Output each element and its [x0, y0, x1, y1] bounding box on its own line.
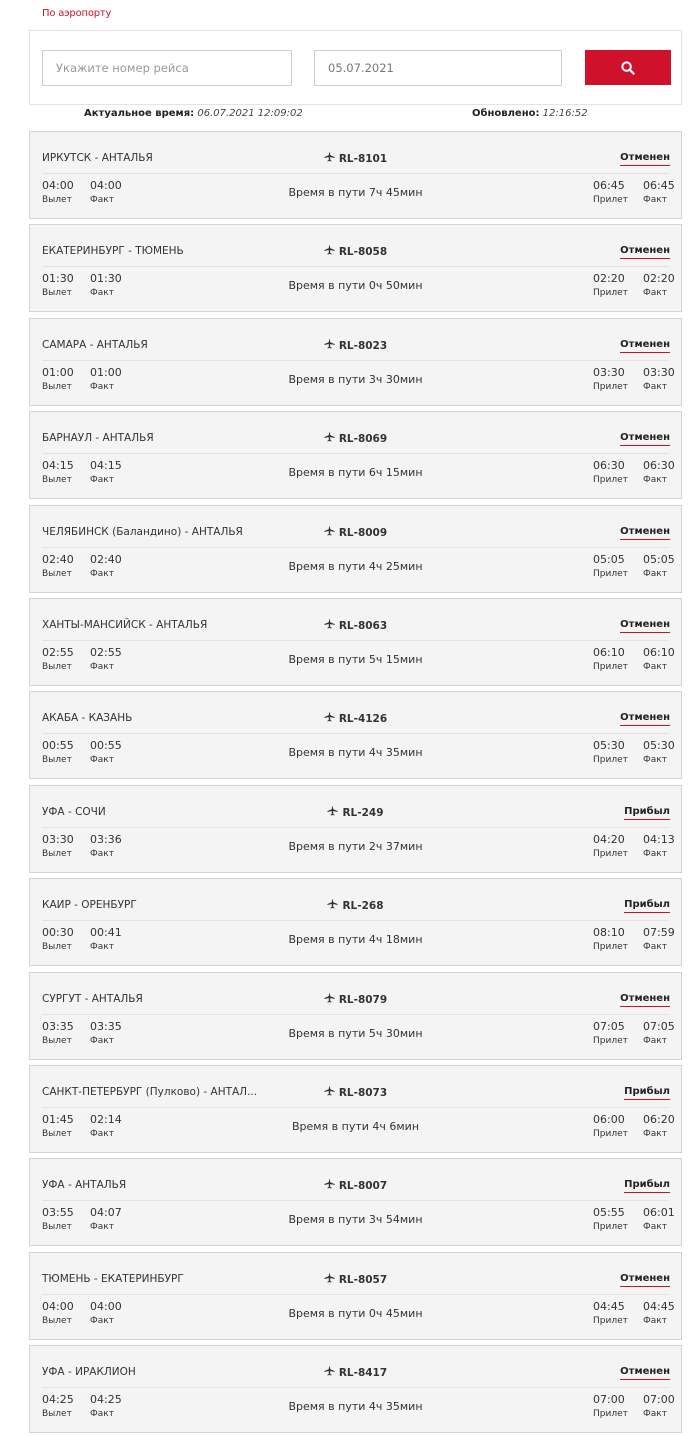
- divider: [42, 1200, 669, 1201]
- flight-number-value: RL-249: [342, 806, 384, 819]
- divider: [42, 266, 669, 267]
- departure-fact-label: Факт: [90, 288, 114, 299]
- departure-time: 01:45: [42, 1112, 74, 1126]
- search-button[interactable]: [585, 50, 671, 85]
- flight-status[interactable]: Отменен: [620, 993, 670, 1007]
- departure-fact-label: Факт: [90, 1315, 114, 1326]
- arrival-fact-time: 06:01: [643, 1206, 675, 1220]
- flight-route: ИРКУТСК - АНТАЛЬЯ: [42, 152, 153, 164]
- arrival-time: 04:20: [593, 832, 625, 846]
- arrival-time: 07:00: [593, 1393, 625, 1407]
- plane-icon: [324, 1274, 335, 1286]
- arrival-time: 05:55: [593, 1206, 625, 1220]
- departure-label: Вылет: [42, 381, 72, 392]
- flight-card[interactable]: [29, 1158, 682, 1246]
- divider: [42, 1014, 669, 1015]
- departure-time: 04:15: [42, 459, 74, 473]
- flight-card[interactable]: [29, 785, 682, 873]
- flight-number: [30, 711, 681, 725]
- departure-fact-label: Факт: [90, 848, 114, 859]
- arrival-fact-label: Факт: [643, 661, 667, 672]
- arrival-fact-label: Факт: [643, 1315, 667, 1326]
- actual-time-label: Актуальное время:: [84, 108, 195, 119]
- arrival-fact-label: Факт: [643, 1409, 667, 1420]
- departure-label: Вылет: [42, 568, 72, 579]
- flight-number: [30, 898, 681, 912]
- flight-duration: Время в пути 0ч 45мин: [288, 1306, 423, 1320]
- flight-status[interactable]: Отменен: [620, 1366, 670, 1380]
- departure-fact-label: Факт: [90, 661, 114, 672]
- flight-duration: Время в пути 5ч 30мин: [288, 1026, 423, 1040]
- departure-time: 04:00: [42, 1299, 74, 1313]
- flight-duration: Время в пути 4ч 6мин: [291, 1119, 420, 1133]
- departure-fact-time: 02:14: [90, 1112, 122, 1126]
- arrival-time: 02:20: [593, 272, 625, 286]
- flight-number-value: RL-8417: [338, 1367, 388, 1380]
- arrival-fact-label: Факт: [643, 1128, 667, 1139]
- departure-time: 03:55: [42, 1206, 74, 1220]
- arrival-time: 06:10: [593, 645, 625, 659]
- arrival-label: Прилет: [593, 195, 628, 205]
- flight-route: ХАНТЫ-МАНСИЙСК - АНТАЛЬЯ: [42, 618, 208, 631]
- flight-number-value: RL-8007: [338, 1180, 388, 1193]
- plane-icon: [324, 994, 335, 1006]
- arrival-time: 04:45: [593, 1299, 625, 1313]
- flight-number: [30, 1178, 681, 1192]
- flight-status[interactable]: Прибыл: [624, 1179, 670, 1193]
- departure-time: 02:40: [42, 552, 74, 566]
- departure-time: 04:25: [42, 1393, 74, 1407]
- flight-route: САНКТ-ПЕТЕРБУРГ (Пулково) - АНТАЛ...: [42, 1085, 258, 1098]
- departure-time: 01:30: [42, 272, 74, 286]
- flight-card[interactable]: [29, 1065, 682, 1153]
- flight-route: УФА - ИРАКЛИОН: [42, 1366, 136, 1379]
- departure-fact-time: 02:55: [90, 645, 122, 659]
- flight-number-value: RL-8101: [338, 153, 388, 165]
- departure-time: 03:35: [42, 1019, 74, 1033]
- arrival-label: Прилет: [593, 288, 628, 299]
- departure-time: 02:55: [42, 645, 74, 659]
- arrival-time: 06:45: [593, 179, 625, 192]
- flight-card[interactable]: [29, 972, 682, 1060]
- arrival-label: Прилет: [593, 755, 628, 766]
- arrival-fact-label: Факт: [643, 568, 667, 579]
- plane-icon: [324, 340, 335, 352]
- departure-fact-label: Факт: [90, 1409, 114, 1420]
- flight-status[interactable]: Отменен: [620, 526, 670, 540]
- departure-time: 01:00: [42, 365, 74, 379]
- arrival-fact-time: 06:20: [643, 1112, 675, 1126]
- flight-duration: Время в пути 4ч 35мин: [288, 1400, 423, 1414]
- arrival-fact-time: 07:05: [643, 1019, 675, 1033]
- updated-time-value: 12:16:52: [542, 108, 588, 119]
- flight-number-value: RL-8009: [338, 526, 388, 539]
- departure-fact-time: 04:00: [90, 1299, 122, 1313]
- flight-duration: Время в пути 3ч 54мин: [288, 1213, 423, 1227]
- departure-fact-time: 03:35: [90, 1019, 122, 1033]
- departure-fact-label: Факт: [90, 1222, 114, 1233]
- flight-duration: Время в пути 6ч 15мин: [288, 466, 423, 480]
- arrival-fact-time: 04:45: [643, 1299, 675, 1313]
- flight-number: [30, 1365, 681, 1379]
- departure-fact-time: 02:40: [90, 552, 122, 566]
- actual-time: [84, 108, 303, 119]
- flight-number: [30, 618, 681, 632]
- updated-time: [472, 108, 588, 119]
- flight-number-value: RL-8063: [338, 619, 388, 632]
- departure-fact-time: 01:30: [90, 272, 122, 286]
- divider: [42, 173, 669, 174]
- flight-card[interactable]: [29, 224, 682, 312]
- flight-number-value: RL-8073: [338, 1086, 388, 1099]
- arrival-fact-time: 07:00: [643, 1393, 675, 1407]
- flight-status[interactable]: Прибыл: [624, 899, 670, 913]
- flight-number: [30, 338, 681, 352]
- plane-icon: [324, 620, 335, 632]
- flight-card[interactable]: [29, 1252, 682, 1340]
- flight-route: ЕКАТЕРИНБУРГ - ТЮМЕНЬ: [42, 245, 184, 258]
- flight-card[interactable]: [29, 318, 682, 406]
- flight-number: [30, 805, 681, 819]
- search-panel: [29, 30, 682, 105]
- flight-status[interactable]: Прибыл: [624, 1086, 670, 1100]
- arrival-fact-time: 05:30: [643, 739, 675, 753]
- divider: [42, 827, 669, 828]
- flight-status[interactable]: Отменен: [620, 339, 670, 353]
- flight-route: АКАБА - КАЗАНЬ: [42, 712, 133, 725]
- arrival-time: 06:00: [593, 1112, 625, 1126]
- departure-label: Вылет: [42, 848, 72, 859]
- flight-route: ЧЕЛЯБИНСК (Баландино) - АНТАЛЬЯ: [42, 525, 243, 538]
- departure-label: Вылет: [42, 1222, 72, 1233]
- divider: [42, 733, 669, 734]
- flight-route: КАИР - ОРЕНБУРГ: [42, 899, 137, 912]
- arrival-fact-time: 05:05: [643, 552, 675, 566]
- flight-route: УФА - СОЧИ: [42, 805, 106, 818]
- flight-card[interactable]: [29, 878, 682, 966]
- flight-number-value: RL-8057: [338, 1273, 388, 1286]
- arrival-fact-label: Факт: [643, 195, 667, 205]
- arrival-fact-label: Факт: [643, 475, 667, 486]
- flight-route: СУРГУТ - АНТАЛЬЯ: [42, 992, 143, 1005]
- arrival-fact-time: 07:59: [643, 926, 675, 940]
- flight-duration: Время в пути 4ч 18мин: [288, 933, 423, 947]
- arrival-label: Прилет: [593, 568, 628, 579]
- arrival-label: Прилет: [593, 1222, 628, 1233]
- flight-status[interactable]: Прибыл: [624, 806, 670, 820]
- divider: [42, 920, 669, 921]
- flight-card[interactable]: [29, 411, 682, 499]
- flight-route: УФА - АНТАЛЬЯ: [42, 1179, 127, 1192]
- departure-fact-label: Факт: [90, 942, 114, 953]
- flight-number: [30, 1272, 681, 1286]
- arrival-fact-label: Факт: [643, 288, 667, 299]
- arrival-fact-time: 02:20: [643, 272, 675, 286]
- plane-icon: [324, 153, 335, 165]
- departure-label: Вылет: [42, 1409, 72, 1420]
- plane-icon: [324, 246, 335, 258]
- flight-number: [30, 244, 681, 258]
- flight-number: [30, 992, 681, 1006]
- arrival-time: 05:05: [593, 552, 625, 566]
- arrival-fact-time: 06:30: [643, 459, 675, 473]
- departure-fact-label: Факт: [90, 1128, 114, 1139]
- flight-status[interactable]: Отменен: [620, 152, 670, 166]
- flight-status[interactable]: Отменен: [620, 432, 670, 446]
- arrival-label: Прилет: [593, 661, 628, 672]
- arrival-label: Прилет: [593, 848, 628, 859]
- flight-card[interactable]: [29, 691, 682, 779]
- flight-duration: Время в пути 0ч 50мин: [288, 279, 423, 293]
- departure-fact-time: 04:00: [90, 179, 122, 192]
- departure-fact-time: 00:41: [90, 926, 122, 940]
- departure-label: Вылет: [42, 1128, 72, 1139]
- updated-time-label: Обновлено:: [472, 108, 540, 119]
- flight-number-input[interactable]: Укажите номер рейса: [42, 50, 292, 86]
- arrival-fact-time: 04:13: [643, 832, 675, 846]
- divider: [42, 1294, 669, 1295]
- arrival-fact-label: Факт: [643, 848, 667, 859]
- departure-time: 00:30: [42, 926, 74, 940]
- departure-time: 04:00: [42, 179, 74, 192]
- departure-label: Вылет: [42, 755, 72, 766]
- flight-route: ТЮМЕНЬ - ЕКАТЕРИНБУРГ: [42, 1272, 184, 1285]
- departure-time: 00:55: [42, 739, 74, 753]
- arrival-fact-label: Факт: [643, 942, 667, 953]
- departure-fact-label: Факт: [90, 381, 114, 392]
- flight-card[interactable]: [29, 1345, 682, 1433]
- flight-number-value: RL-8058: [338, 246, 388, 259]
- flight-duration: Время в пути 3ч 30мин: [288, 372, 423, 386]
- flight-status[interactable]: Отменен: [620, 712, 670, 726]
- plane-icon: [324, 1087, 335, 1099]
- divider: [42, 1107, 669, 1108]
- arrival-label: Прилет: [593, 942, 628, 953]
- plane-icon: [324, 527, 335, 539]
- flight-duration: Время в пути 4ч 35мин: [288, 746, 423, 760]
- flight-duration: Время в пути 7ч 45мин: [288, 186, 423, 199]
- flight-card[interactable]: [29, 505, 682, 593]
- departure-fact-time: 01:00: [90, 365, 122, 379]
- flight-number: [30, 151, 681, 165]
- flight-number-value: RL-8069: [338, 433, 388, 446]
- departure-fact-label: Факт: [90, 1035, 114, 1046]
- flight-duration: Время в пути 2ч 37мин: [288, 839, 423, 853]
- flight-card[interactable]: [29, 131, 682, 219]
- departure-label: Вылет: [42, 288, 72, 299]
- divider: [42, 453, 669, 454]
- flight-list: [29, 131, 682, 1436]
- departure-fact-label: Факт: [90, 195, 114, 205]
- arrival-fact-time: 06:10: [643, 645, 675, 659]
- arrival-fact-label: Факт: [643, 1222, 667, 1233]
- arrival-time: 03:30: [593, 365, 625, 379]
- flight-duration: Время в пути 5ч 15мин: [288, 652, 423, 666]
- arrival-time: 07:05: [593, 1019, 625, 1033]
- departure-fact-time: 03:36: [90, 832, 122, 846]
- arrival-fact-time: 03:30: [643, 365, 675, 379]
- divider: [42, 547, 669, 548]
- flight-status[interactable]: Отменен: [620, 1273, 670, 1287]
- flight-status[interactable]: Отменен: [620, 619, 670, 633]
- flight-number-value: RL-8079: [338, 993, 388, 1006]
- divider: [42, 640, 669, 641]
- search-icon: [621, 61, 635, 75]
- flight-route: САМАРА - АНТАЛЬЯ: [42, 338, 148, 351]
- arrival-fact-time: 06:45: [643, 179, 675, 192]
- arrival-time: 06:30: [593, 459, 625, 473]
- tab-by-airport[interactable]: По аэропорту: [42, 8, 112, 19]
- departure-fact-label: Факт: [90, 755, 114, 766]
- departure-label: Вылет: [42, 475, 72, 486]
- arrival-time: 08:10: [593, 926, 625, 940]
- departure-fact-time: 04:15: [90, 459, 122, 473]
- departure-fact-label: Факт: [90, 568, 114, 579]
- arrival-label: Прилет: [593, 1035, 628, 1046]
- plane-icon: [327, 807, 338, 819]
- departure-fact-label: Факт: [90, 475, 114, 486]
- departure-label: Вылет: [42, 1315, 72, 1326]
- plane-icon: [324, 1180, 335, 1192]
- plane-icon: [324, 433, 335, 445]
- plane-icon: [324, 713, 335, 725]
- divider: [42, 1387, 669, 1388]
- arrival-fact-label: Факт: [643, 755, 667, 766]
- departure-fact-time: 00:55: [90, 739, 122, 753]
- flight-number: [30, 525, 681, 539]
- flight-number: [30, 1085, 681, 1099]
- departure-label: Вылет: [42, 942, 72, 953]
- flight-number-value: RL-8023: [338, 339, 388, 352]
- arrival-time: 05:30: [593, 739, 625, 753]
- arrival-label: Прилет: [593, 381, 628, 392]
- departure-time: 03:30: [42, 832, 74, 846]
- departure-label: Вылет: [42, 195, 72, 205]
- flight-duration: Время в пути 4ч 25мин: [288, 559, 423, 573]
- departure-fact-time: 04:07: [90, 1206, 122, 1220]
- date-input[interactable]: 05.07.2021: [314, 50, 562, 86]
- flight-number: [30, 431, 681, 445]
- arrival-fact-label: Факт: [643, 1035, 667, 1046]
- arrival-label: Прилет: [593, 1315, 628, 1326]
- flight-route: БАРНАУЛ - АНТАЛЬЯ: [42, 432, 154, 445]
- flight-status[interactable]: Отменен: [620, 245, 670, 259]
- plane-icon: [327, 900, 338, 912]
- flight-number-value: RL-268: [342, 900, 384, 913]
- departure-fact-time: 04:25: [90, 1393, 122, 1407]
- actual-time-value: 06.07.2021 12:09:02: [197, 108, 303, 119]
- departure-label: Вылет: [42, 1035, 72, 1046]
- arrival-fact-label: Факт: [643, 381, 667, 392]
- plane-icon: [324, 1367, 335, 1379]
- arrival-label: Прилет: [593, 1128, 628, 1139]
- arrival-label: Прилет: [593, 1409, 628, 1420]
- flight-card[interactable]: [29, 598, 682, 686]
- flight-number-value: RL-4126: [338, 713, 388, 726]
- departure-label: Вылет: [42, 661, 72, 672]
- divider: [42, 360, 669, 361]
- arrival-label: Прилет: [593, 475, 628, 486]
